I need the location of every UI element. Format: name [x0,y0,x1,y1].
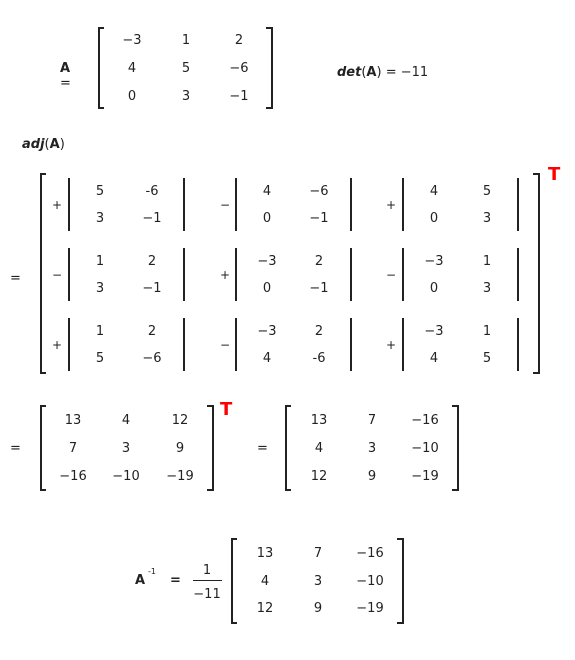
minor-cell: 0 [429,281,439,296]
matrix-a-cell: 0 [127,89,137,104]
matrix-a-label: A [60,61,71,76]
det-bar-left [68,318,70,371]
minor-cell: 3 [482,211,492,226]
minor-cell: 4 [429,351,439,366]
det-bar-left [402,178,404,231]
inverse-exponent: -1 [148,567,156,576]
minor-cell: −3 [424,324,444,339]
minor-cell: 4 [262,184,272,199]
minor-cell: -6 [145,184,159,199]
det-bar-left [235,248,237,301]
det-bar-left [235,318,237,371]
minor-cell: 5 [95,184,105,199]
det-bar-right [517,318,519,371]
minor-cell: 3 [95,211,105,226]
adjugate-matrix-cell: 4 [314,441,324,456]
minor-cell: −3 [257,254,277,269]
inverse-matrix-cell: 7 [313,546,323,561]
adjugate-matrix-cell: 7 [367,413,377,428]
det-function: det [337,65,362,80]
minor-cell: −6 [142,351,162,366]
matrix-a-cell: 3 [181,89,191,104]
minor-cell: −1 [309,281,329,296]
minor-cell: 0 [262,211,272,226]
minor-cell: 5 [95,351,105,366]
minor-cell: 2 [314,254,324,269]
det-bar-right [183,178,185,231]
minor-cell: 2 [147,254,157,269]
matrix-a-cell: 1 [181,33,191,48]
cofactor-sign: + [385,198,397,212]
det-bar-right [183,318,185,371]
matrix-a-cell: −1 [229,89,249,104]
inverse-matrix-cell: 13 [256,546,274,561]
cofactor-matrix-cell: 7 [68,441,78,456]
matrix-a-cell: −6 [229,61,249,76]
minor-cell: 2 [147,324,157,339]
matrix-a-right-bracket-bottom [266,107,272,109]
minor-cell: 1 [95,324,105,339]
inverse-matrix-left-bracket [231,538,233,624]
inverse-matrix-cell: 4 [260,574,270,589]
inverse-matrix-cell: −19 [356,601,384,616]
adjugate-matrix-left-bracket [285,405,287,491]
cofactor-matrix-cell: −10 [112,469,140,484]
adj-function: adj [22,137,45,152]
cofactor-sign: + [385,338,397,352]
det-bar-right [517,178,519,231]
matrix-a-equals: = [60,76,71,91]
minor-cell: 2 [314,324,324,339]
minor-cell: 4 [262,351,272,366]
cofactor-sign: + [51,338,63,352]
inverse-matrix-cell: 12 [256,601,274,616]
cofactor-sign: + [51,198,63,212]
minor-cell: −3 [424,254,444,269]
det-bar-left [402,318,404,371]
fraction-bar [193,580,222,581]
cofactor-matrix-cell: 9 [175,441,185,456]
cofactor-matrix-cell: −16 [59,469,87,484]
adjugate-matrix-cell: 3 [367,441,377,456]
cofactor-matrix-cell: 4 [121,413,131,428]
determinant-equation: det(A) = −11 [337,65,429,80]
fraction-denominator: −11 [193,587,221,602]
det-bar-left [235,178,237,231]
adjugate-matrix-equals: = [257,441,268,456]
matrix-a-right-bracket [271,27,273,109]
det-bar-left [68,178,70,231]
cofactor-matrix-cell: 13 [64,413,82,428]
minor-cell: 4 [429,184,439,199]
minor-cell: −3 [257,324,277,339]
det-bar-left [68,248,70,301]
adjugate-heading: adj(A) [22,137,65,152]
inverse-label: A [135,573,146,588]
minor-cell: 3 [482,281,492,296]
matrix-a-left-bracket [98,27,100,109]
transpose-mark: T [548,164,561,185]
adjugate-matrix-cell: 13 [310,413,328,428]
cofactor-sign: − [385,268,397,282]
det-bar-right [350,178,352,231]
det-bar-right [517,248,519,301]
inverse-matrix-cell: 3 [313,574,323,589]
fraction-numerator: 1 [202,563,212,578]
adjugate-matrix-cell: 9 [367,469,377,484]
minor-cell: 5 [482,184,492,199]
minor-cell: 1 [95,254,105,269]
matrix-a-right-bracket-top [266,27,272,29]
matrix-a-cell: 4 [127,61,137,76]
minor-cell: 0 [429,211,439,226]
matrix-a-cell: 5 [181,61,191,76]
adjugate-matrix-cell: 12 [310,469,328,484]
cofactor-matrix-cell: −19 [166,469,194,484]
det-bar-right [350,248,352,301]
det-bar-right [350,318,352,371]
cofactor-left-bracket [40,173,42,374]
inverse-matrix-right-bracket [402,538,404,624]
minor-cell: 3 [95,281,105,296]
cofactor-right-bracket [538,173,540,374]
minor-cell: 1 [482,254,492,269]
cofactor-matrix-right-bracket [212,405,214,491]
inverse-equals: = [170,573,181,588]
minor-cell: −1 [142,211,162,226]
matrix-a-cell: −3 [122,33,142,48]
cofactor-matrix-equals: = [10,441,21,456]
inverse-matrix-cell: 9 [313,601,323,616]
cofactor-matrix-cell: 3 [121,441,131,456]
transpose-mark: T [220,399,233,420]
cofactor-equals: = [10,271,21,286]
det-bar-left [402,248,404,301]
minor-cell: −1 [309,211,329,226]
det-value: = −11 [381,65,429,80]
matrix-a-left-bracket-bottom [98,107,104,109]
adjugate-matrix-cell: −10 [411,441,439,456]
minor-cell: 0 [262,281,272,296]
inverse-matrix-cell: −16 [356,546,384,561]
inverse-matrix-cell: −10 [356,574,384,589]
cofactor-matrix-left-bracket [40,405,42,491]
cofactor-sign: − [51,268,63,282]
minor-cell: -6 [312,351,326,366]
minor-cell: 5 [482,351,492,366]
minor-cell: −6 [309,184,329,199]
cofactor-matrix-cell: 12 [171,413,189,428]
minor-cell: 1 [482,324,492,339]
det-bar-right [183,248,185,301]
adjugate-matrix-cell: −19 [411,469,439,484]
adjugate-matrix-right-bracket [457,405,459,491]
cofactor-sign: + [219,268,231,282]
adj-argument: A [49,137,60,152]
det-argument: A [366,65,377,80]
matrix-a-cell: 2 [234,33,244,48]
minor-cell: −1 [142,281,162,296]
cofactor-sign: − [219,198,231,212]
matrix-a-left-bracket-top [98,27,104,29]
adjugate-matrix-cell: −16 [411,413,439,428]
cofactor-sign: − [219,338,231,352]
